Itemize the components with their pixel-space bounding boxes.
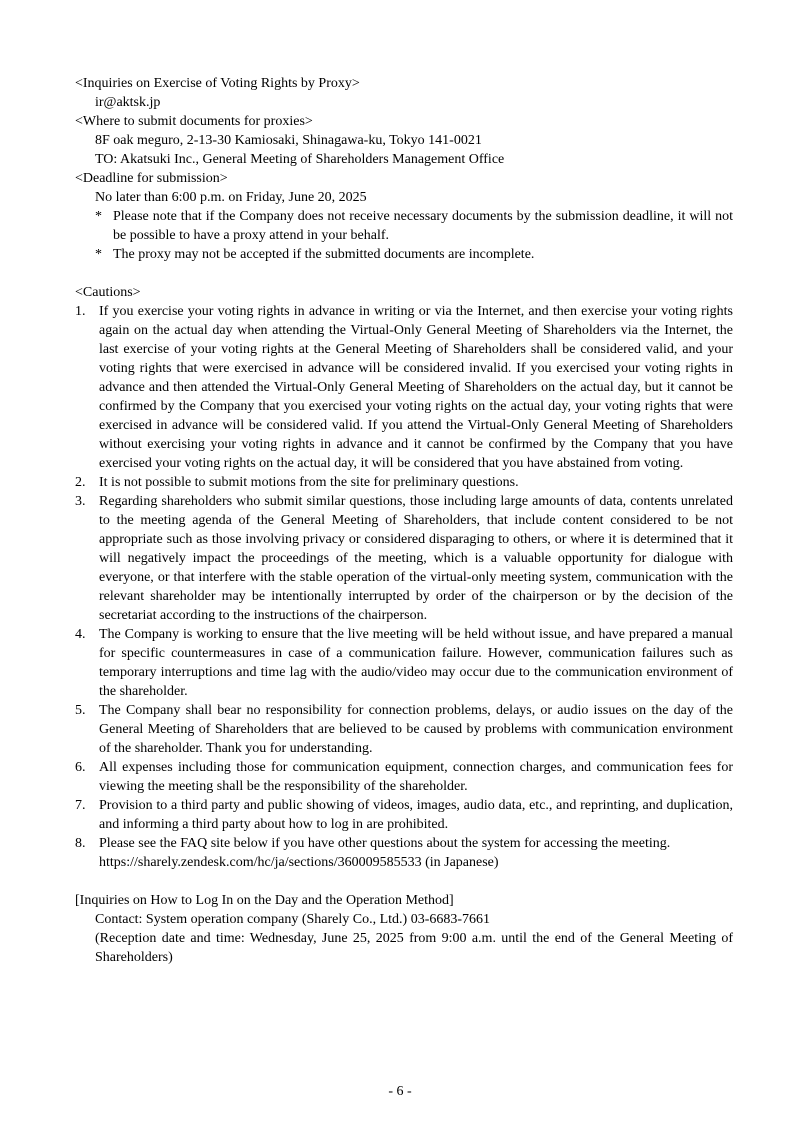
proxy-deadline-header: <Deadline for submission> <box>75 171 228 186</box>
proxy-recipient-line: TO: Akatsuki Inc., General Meeting of Shareholders Management Office <box>95 152 505 167</box>
asterisk-marker: * <box>95 247 102 262</box>
item-text: The Company shall bear no responsibility for connection problems, delays, or audio issues on the day of the General Meeting of Shareholders that are believed to be caused by problems with communication environment of the shareholder. Thank you for understanding. <box>99 703 733 756</box>
item-number: 8. <box>75 836 86 851</box>
item-text: All expenses including those for communication equipment, connection charges, and communication fees for viewing the meeting shall be the responsibility of the shareholder. <box>99 760 733 794</box>
cautions-section <box>75 283 733 872</box>
proxy-note <box>75 207 733 245</box>
caution-item <box>75 473 733 492</box>
proxy-section <box>75 74 733 264</box>
item-number: 6. <box>75 760 86 775</box>
item-number: 5. <box>75 703 86 718</box>
page-content <box>75 74 733 967</box>
page-number: - 6 - <box>388 1084 412 1099</box>
item-text: It is not possible to submit motions from the site for preliminary questions. <box>99 475 519 490</box>
proxy-deadline-text: No later than 6:00 p.m. on Friday, June 20, 2025 <box>95 190 367 205</box>
item-text: Regarding shareholders who submit similar questions, those including large amounts of data, contents unrelated to the meeting agenda of the General Meeting of Shareholders, that include content considered to be not appropriate such as those involving privacy or considered disparaging to others, or where it is determined that it will negatively impact the proceedings of the meeting, which is a valuable opportunity for dialogue with everyone, or that interfere with the stable operation of the virtual-only meeting system, communication with the relevant shareholder may be intentionally interrupted by order of the chairperson or by the decision of the secretariat according to the instructions of the chairperson. <box>99 494 733 623</box>
faq-url: https://sharely.zendesk.com/hc/ja/sections/360009585533 (in Japanese) <box>99 855 499 870</box>
item-number: 3. <box>75 494 86 509</box>
asterisk-marker: * <box>95 209 102 224</box>
item-text-group <box>99 834 733 872</box>
login-inquiries-section <box>75 891 733 967</box>
proxy-note <box>75 245 733 264</box>
caution-item <box>75 625 733 701</box>
cautions-header: <Cautions> <box>75 285 141 300</box>
item-text: If you exercise your voting rights in advance in writing or via the Internet, and then exercise your voting rights again on the actual day when attending the Virtual-Only General Meeting of Shareholders via the Internet, the last exercise of your voting rights at the General Meeting of Shareholders shall be considered valid, and your voting rights that were exercised in advance will be considered invalid. If you exercised your voting rights in advance and then attended the Virtual-Only General Meeting of Shareholders on the actual day, but it cannot be confirmed by the Company that you exercised your voting rights on the actual day, your voting rights that were exercised in advance will be considered valid. If you attend the Virtual-Only General Meeting of Shareholders without exercising your voting rights in advance and it cannot be confirmed by the Company that you have exercised your voting rights on the actual day, it will be considered that you have abstained from voting. <box>99 304 733 471</box>
proxy-inquiries-header: <Inquiries on Exercise of Voting Rights by Proxy> <box>75 76 360 91</box>
login-reception-line: (Reception date and time: Wednesday, June 25, 2025 from 9:00 a.m. until the end of the General Meeting of Shareholders) <box>95 931 733 965</box>
item-number: 4. <box>75 627 86 642</box>
item-text: Please see the FAQ site below if you have other questions about the system for accessing the meeting. <box>99 836 671 851</box>
item-number: 7. <box>75 798 86 813</box>
login-contact-line: Contact: System operation company (Sharely Co., Ltd.) 03-6683-7661 <box>95 912 491 927</box>
item-text: Provision to a third party and public showing of videos, images, audio data, etc., and reprinting, and duplication, and informing a third party about how to log in are prohibited. <box>99 798 733 832</box>
item-number: 2. <box>75 475 86 490</box>
item-number: 1. <box>75 304 86 319</box>
caution-item <box>75 302 733 473</box>
page-footer <box>0 1082 800 1101</box>
item-text: The Company is working to ensure that the live meeting will be held without issue, and have prepared a manual for specific countermeasures in case of a communication failure. However, communication failures such as temporary interruptions and time lag with the audio/video may occur due to the communication environment of the shareholder. <box>99 627 733 699</box>
caution-item <box>75 758 733 796</box>
note-text: The proxy may not be accepted if the submitted documents are incomplete. <box>113 247 535 262</box>
proxy-submit-header: <Where to submit documents for proxies> <box>75 114 313 129</box>
caution-item <box>75 834 733 872</box>
caution-item <box>75 796 733 834</box>
caution-item <box>75 492 733 625</box>
proxy-email: ir@aktsk.jp <box>95 95 161 110</box>
caution-item <box>75 701 733 758</box>
note-text: Please note that if the Company does not receive necessary documents by the submission deadline, it will not be possible to have a proxy attend in your behalf. <box>113 209 733 243</box>
login-inquiries-header: [Inquiries on How to Log In on the Day and the Operation Method] <box>75 893 454 908</box>
proxy-address-line: 8F oak meguro, 2-13-30 Kamiosaki, Shinagawa-ku, Tokyo 141-0021 <box>95 133 482 148</box>
